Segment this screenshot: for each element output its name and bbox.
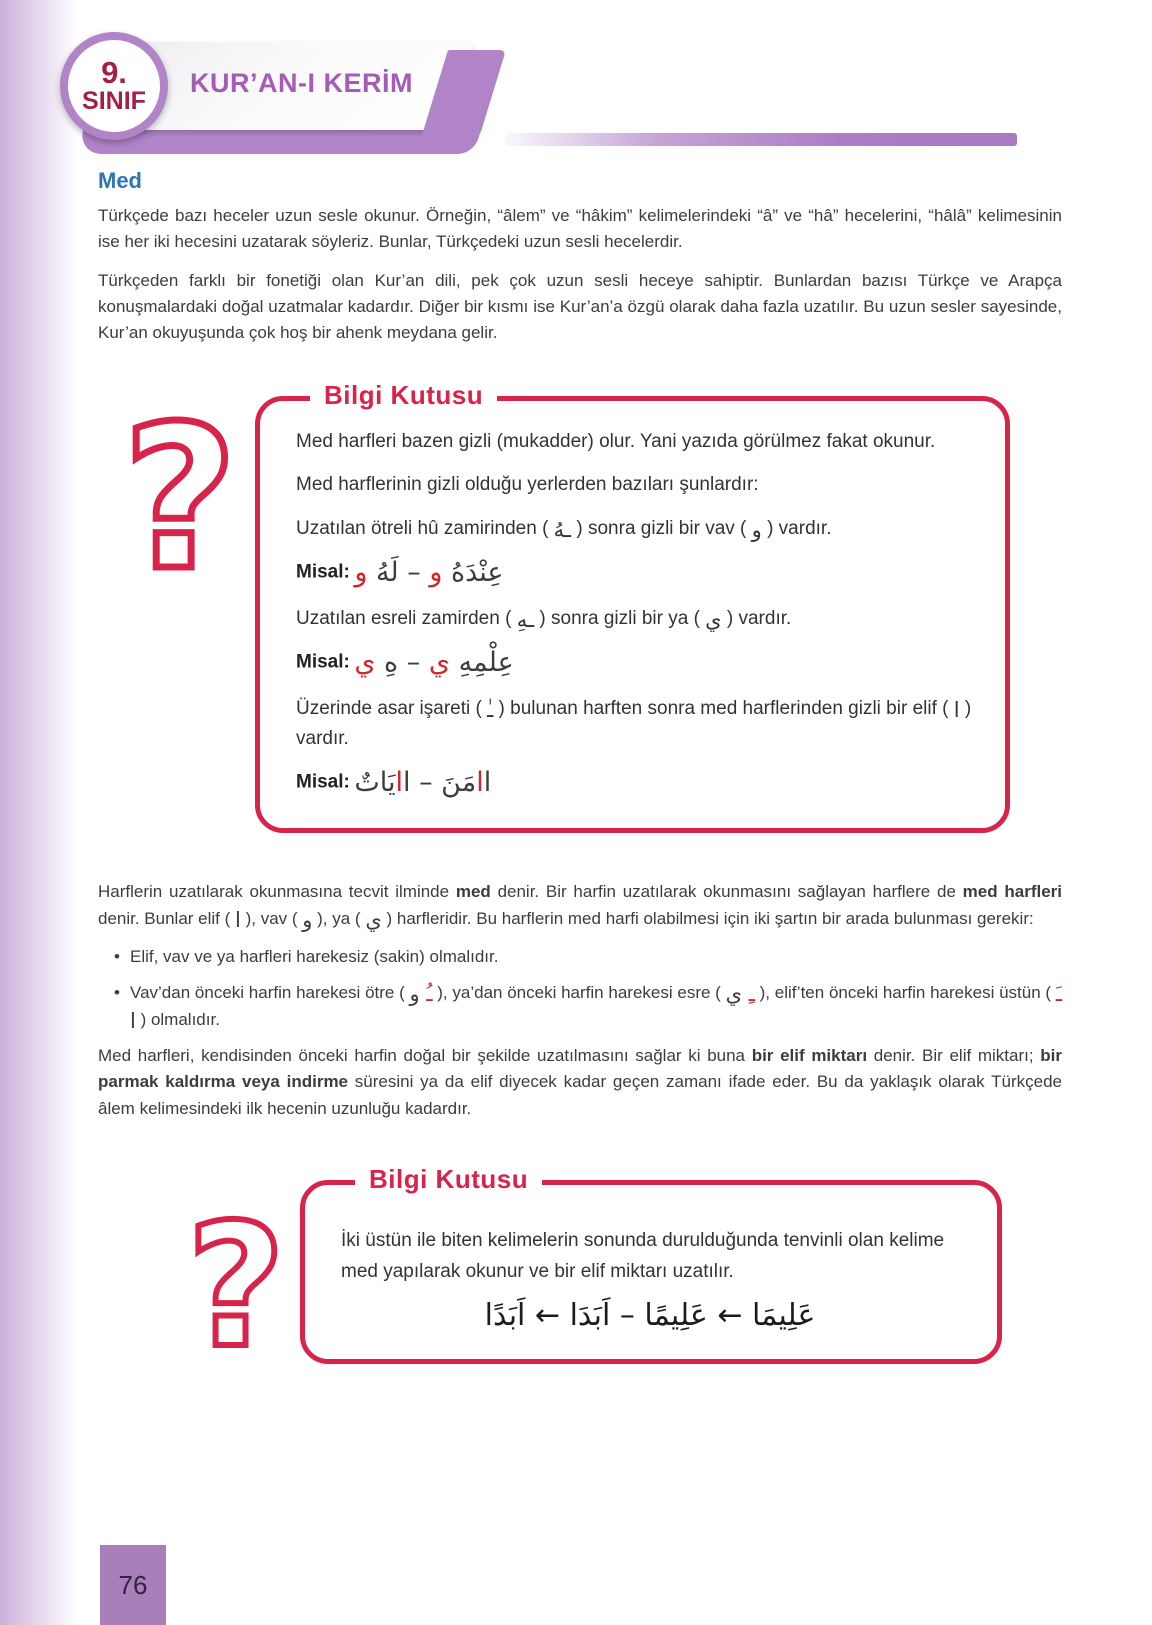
conditions-list: [98, 944, 1062, 1033]
arabic-asar-mark: ـٰ: [487, 698, 494, 723]
box1-rule-1: Uzatılan ötreli hû zamirinden ( ـهُ ) sonra gizli bir vav ( و ) vardır.: [296, 517, 832, 542]
arabic-elif: ا: [953, 698, 960, 723]
arabic-elif: ا: [235, 907, 241, 932]
page-content: [98, 168, 1062, 1387]
example-row-2: [296, 647, 977, 678]
svg-text:?: ?: [122, 398, 238, 614]
info-box-title: Bilgi Kutusu: [310, 380, 497, 411]
box1-paragraph-2: Med harflerinin gizli olduğu yerlerden bazıları şunlardır:: [296, 474, 759, 496]
example-label: Misal:: [296, 651, 350, 673]
question-mark-icon: [175, 1201, 303, 1402]
page-number: 76: [100, 1545, 166, 1625]
svg-text:?: ?: [186, 1201, 286, 1387]
example-label: Misal:: [296, 771, 350, 793]
example-label: Misal:: [296, 561, 350, 583]
box2-paragraph: İki üstün ile biten kelimelerin sonunda durulduğunda tenvinli olan kelime med yapılarak okunur ve bir elif miktarı uzatılır.: [341, 1230, 945, 1283]
box1-rule-3: Üzerinde asar işareti ( ـٰ ) bulunan harften sonra med harflerinden gizli bir elif ( ا ) vardır.: [296, 698, 972, 749]
grade-label: SINIF: [82, 86, 146, 115]
arabic-kasra-ya: ـِ ي: [725, 982, 755, 1007]
grade-number: 9.: [101, 54, 127, 90]
intro-paragraph-2: Türkçeden farklı bir fonetiği olan Kur’an dili, pek çok uzun sesli heceye sahiptir. Bunlardan bazısı Türkçe ve Arapça konuşmalardaki doğal uzatmalar kadardır. Diğer bir kısmı ise Kur’an’a özgü olarak daha fazla uzatılır. Bu uzun sesler sayesinde, Kur’an okuyuşunda çok hoş bir ahenk meydana gelir.: [98, 270, 1062, 343]
question-mark-icon: [108, 399, 258, 632]
arabic-heh-kasra: ـهِ: [516, 608, 535, 633]
grade-badge: [60, 32, 168, 140]
arabic-fatha-elif: ـَ ا: [130, 982, 1062, 1033]
example-row-3: [296, 767, 977, 798]
arabic-ya: ي: [365, 907, 382, 932]
chapter-title: KUR’AN-I KERİM: [190, 68, 413, 98]
arabic-vav: و: [302, 907, 313, 932]
info-box-1: [122, 379, 1010, 834]
section-heading: Med: [98, 168, 142, 193]
info-box-2: [186, 1164, 1002, 1387]
arabic-ya: ي: [705, 608, 722, 633]
bullet-item-2: • Vav’dan önceki harfin harekesi ötre ( ـُ و ), ya’dan önceki harfin harekesi esre ( ـِ ي ), elif’ten önceki harfin harekesi üstün ( ـَ ا ) olmalıdır.: [114, 980, 1062, 1033]
arabic-example-1: عِنْدَهُ و – لَهُ و: [354, 557, 504, 589]
intro-paragraph-1: Türkçede bazı heceler uzun sesle okunur. Örneğin, “âlem” ve “hâkim” kelimelerindeki “â” ve “hâ” hecelerini, “hâlâ” kelimesinin ise her iki hecesini uzatarak söyleriz. Bunlar, Türkçedeki uzun sesli hecelerdir.: [98, 206, 1062, 252]
banner-underline: [505, 133, 1017, 146]
arabic-example-3: اامَنَ – اايَاتٌ: [354, 767, 492, 799]
arabic-example-2: عِلْمِهِ ي – هِ ي: [354, 647, 514, 679]
left-gradient-stripe: [0, 0, 78, 1625]
box1-rule-2: Uzatılan esreli zamirden ( ـهِ ) sonra gizli bir ya ( ي ) vardır.: [296, 608, 792, 633]
example-row-1: [296, 557, 977, 588]
arabic-damma-vav: ـُ و: [409, 982, 433, 1007]
bullet-item-1: • Elif, vav ve ya harfleri harekesiz (sakin) olmalıdır.: [114, 944, 1062, 970]
med-definition-paragraph: Harflerin uzatılarak okunmasına tecvit ilminde med denir. Bir harfin uzatılarak okunmasını sağlayan harflere de med harfleri denir. Bunlar elif ( ا ), vav ( و ), ya ( ي ) harfleridir. Bu harflerin med harfi olabilmesi için iki şartın bir arada bulunması gerekir:: [98, 882, 1062, 932]
arabic-transformation-line: عَلِيمَا ← عَلِيمًا – اَبَدَا ← اَبَدًا: [484, 1297, 816, 1333]
box1-paragraph-1: Med harfleri bazen gizli (mukadder) olur. Yani yazıda görülmez fakat okunur.: [296, 430, 936, 452]
info-box-title: Bilgi Kutusu: [355, 1164, 542, 1195]
elif-miktari-paragraph: Med harfleri, kendisinden önceki harfin doğal bir şekilde uzatılmasını sağlar ki buna bir elif miktarı denir. Bir elif miktarı; bir parmak kaldırma veya indirme süresini ya da elif diyecek kadar geçen zamanı ifade eder. Bu da yaklaşık olarak Türkçede âlem kelimesindeki ilk hecenin uzunluğu kadardır.: [98, 1046, 1062, 1118]
arabic-heh-damma: ـهُ: [553, 517, 572, 542]
arabic-vav: و: [751, 517, 762, 542]
